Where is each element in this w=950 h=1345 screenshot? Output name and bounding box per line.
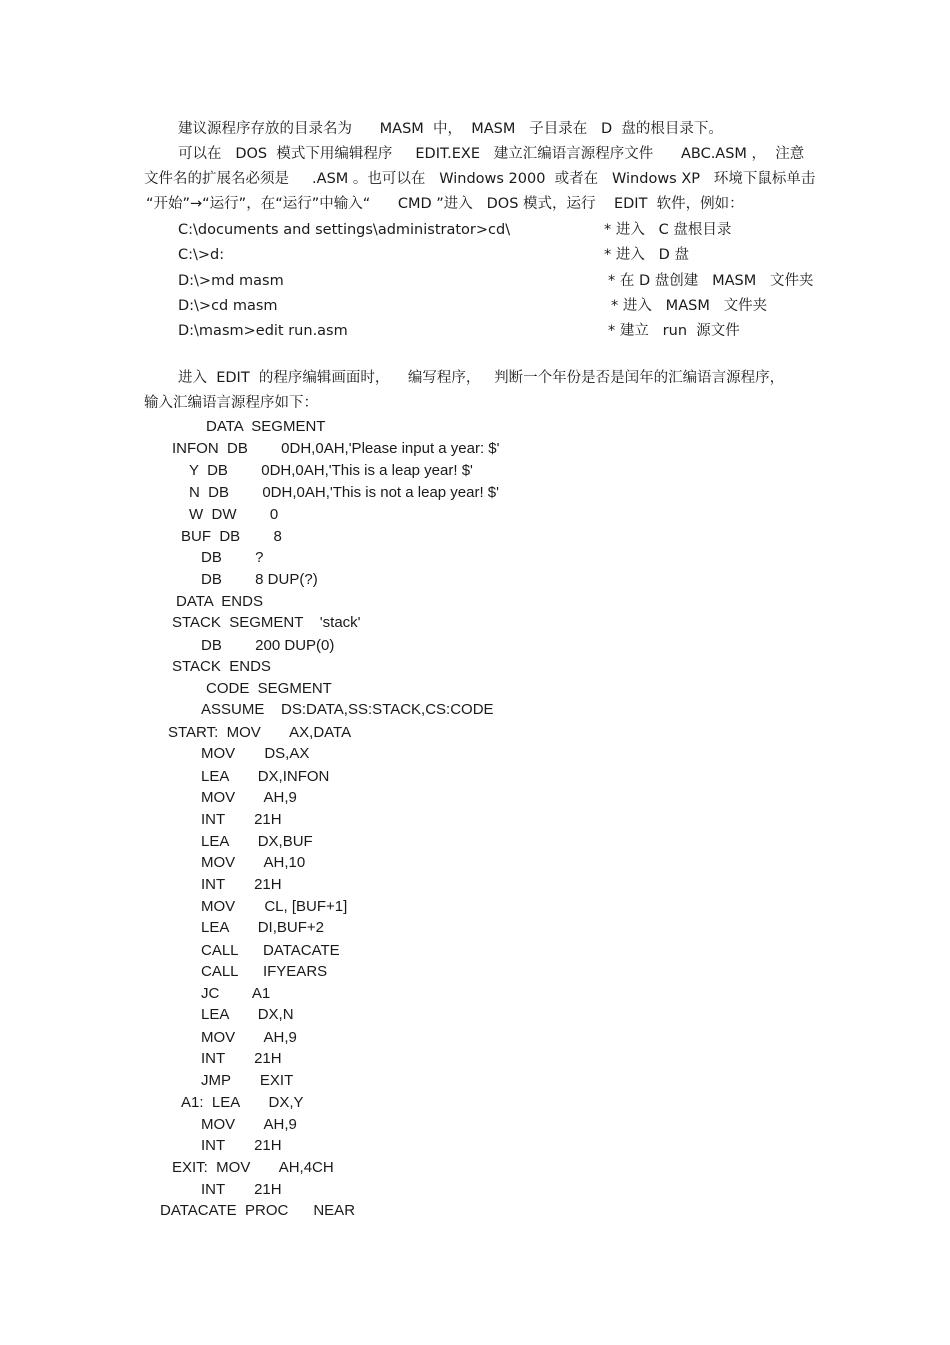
code-line: DATA SEGMENT [206,418,326,435]
command-line: D:\masm>edit run.asm [178,323,348,339]
code-line: MOV DS,AX [201,745,310,762]
code-line: LEA DI,BUF+2 [201,919,324,936]
code-line: INT 21H [201,1050,282,1067]
code-line: ASSUME DS:DATA,SS:STACK,CS:CODE [201,701,494,718]
code-line: CODE SEGMENT [206,680,332,697]
code-line: BUF DB 8 [181,528,282,545]
code-line: A1: LEA DX,Y [181,1094,304,1111]
code-line: MOV AH,9 [201,1029,297,1046]
code-line: INT 21H [201,1137,282,1154]
command-line: C:\>d: [178,247,225,263]
code-line: LEA DX,INFON [201,768,330,785]
code-line: STACK SEGMENT 'stack' [172,614,361,631]
para2-line-2: 输入汇编语言源程序如下： [144,395,318,411]
command-line: D:\>cd masm [178,298,278,314]
code-line: MOV AH,9 [201,789,297,806]
code-line: Y DB 0DH,0AH,'This is a leap year! $' [189,462,473,479]
command-note: * 建立 run 源文件 [608,323,740,339]
command-note: * 在 D 盘创建 MASM 文件夹 [608,273,814,289]
command-note: * 进入 D 盘 [604,247,689,263]
para2-line-1: 进入 EDIT 的程序编辑画面时， 编写程序， 判断一个年份是否是闰年的汇编语言源程序， [178,370,785,386]
code-line: INT 21H [201,1181,282,1198]
code-line: DATA ENDS [176,593,263,610]
intro-line-4: “开始”→“运行”，在“运行”中输入“ CMD ”进入 DOS 模式，运行 EDIT 软件，例如： [146,196,744,212]
code-line: DB ? [201,549,264,566]
code-line: MOV AH,10 [201,854,306,871]
code-line: CALL IFYEARS [201,963,328,980]
code-line: EXIT: MOV AH,4CH [172,1159,334,1176]
command-line: D:\>md masm [178,273,284,289]
code-line: STACK ENDS [172,658,271,675]
intro-line-2: 可以在 DOS 模式下用编辑程序 EDIT.EXE 建立汇编语言源程序文件 ABC.ASM ， 注意 [178,146,805,162]
code-line: INT 21H [201,811,282,828]
code-line: DB 8 DUP(?) [201,571,318,588]
code-line: DATACATE PROC NEAR [160,1202,356,1219]
code-line: MOV AH,9 [201,1116,297,1133]
code-line: START: MOV AX,DATA [168,724,352,741]
code-line: LEA DX,BUF [201,833,313,850]
intro-line-3: 文件名的扩展名必须是 .ASM 。也可以在 Windows 2000 或者在 Windows XP 环境下鼠标单击 [144,171,816,187]
code-line: JC A1 [201,985,271,1002]
code-line: INT 21H [201,876,282,893]
intro-line-1: 建议源程序存放的目录名为 MASM 中， MASM 子目录在 D 盘的根目录下。 [178,121,723,137]
code-line: W DW 0 [189,506,279,523]
code-line: CALL DATACATE [201,942,340,959]
code-line: MOV CL, [BUF+1] [201,898,348,915]
command-note: * 进入 MASM 文件夹 [611,298,768,314]
code-line: JMP EXIT [201,1072,294,1089]
command-line: C:\documents and settings\administrator>cd\ [178,222,511,238]
code-line: INFON DB 0DH,0AH,'Please input a year: $' [172,440,500,457]
code-line: DB 200 DUP(0) [201,637,335,654]
code-line: N DB 0DH,0AH,'This is not a leap year! $' [189,484,500,501]
command-note: * 进入 C 盘根目录 [604,222,732,238]
code-line: LEA DX,N [201,1006,294,1023]
